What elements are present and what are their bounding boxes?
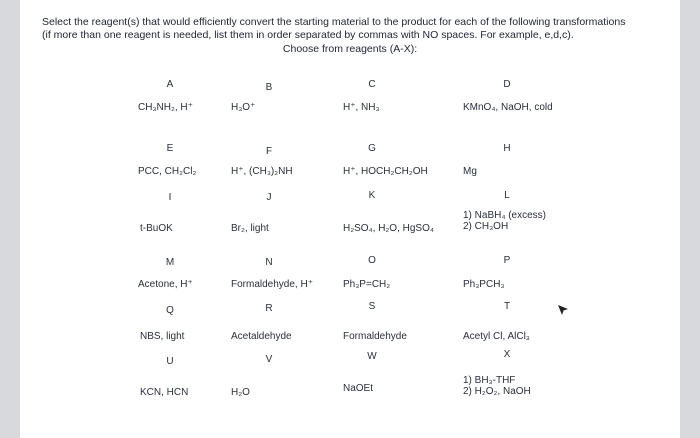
reagent-text-f: H⁺, (CH₃)₂NH [231, 166, 293, 177]
reagent-text-w: NaOEt [343, 383, 374, 394]
reagent-letter-h: H [503, 143, 511, 154]
reagent-text-l-line2: 2) CH₃OH [463, 221, 509, 232]
reagent-letter-q: Q [166, 305, 174, 316]
reagent-letter-s: S [368, 301, 376, 312]
reagent-text-l [463, 210, 546, 232]
reagent-text-u: KCN, HCN [140, 387, 189, 398]
reagent-letter-g: G [368, 143, 376, 154]
mouse-cursor-icon [557, 304, 569, 316]
reagent-text-s: Formaldehyde [343, 331, 407, 342]
reagent-text-q: NBS, light [140, 331, 185, 342]
reagent-letter-c: C [368, 79, 376, 90]
reagent-text-o: Ph₃P=CH₂ [343, 279, 391, 290]
reagent-letter-j: J [266, 192, 272, 203]
reagent-letter-v: V [265, 354, 273, 365]
reagent-letter-m: M [165, 257, 175, 268]
reagent-letter-l: L [504, 190, 510, 201]
reagent-text-t: Acetyl Cl, AlCl₃ [463, 331, 530, 342]
reagent-letter-e: E [166, 143, 174, 154]
reagent-text-j: Br₂, light [231, 223, 269, 234]
reagent-text-e: PCC, CH₂Cl₂ [138, 166, 197, 177]
reagent-text-x-line2: 2) H₂O₂, NaOH [463, 386, 531, 397]
reagent-text-d: KMnO₄, NaOH, cold [463, 102, 553, 113]
reagent-letter-u: U [166, 356, 174, 367]
reagent-text-h: Mg [463, 166, 477, 177]
reagent-letter-d: D [503, 79, 511, 90]
reagent-letter-r: R [265, 303, 273, 314]
reagent-text-l-line1: 1) NaBH₄ (excess) [463, 210, 546, 221]
reagent-letter-a: A [166, 79, 174, 90]
reagent-letter-n: N [265, 257, 273, 268]
reagent-text-m: Acetone, H⁺ [138, 279, 193, 290]
choose-label: Choose from reagents (A-X): [282, 43, 418, 55]
reagent-text-b: H₃O⁺ [231, 102, 256, 113]
reagent-text-v: H₂O [231, 387, 250, 398]
reagent-text-x [463, 375, 531, 397]
reagent-letter-f: F [265, 146, 273, 157]
reagent-text-a: CH₃NH₂, H⁺ [138, 102, 193, 113]
reagent-text-k: H₂SO₄, H₂O, HgSO₄ [343, 223, 434, 234]
reagent-letter-x: X [503, 349, 511, 360]
reagent-text-p: Ph₃PCH₃ [463, 279, 505, 290]
reagent-text-r: Acetaldehyde [231, 331, 292, 342]
reagent-letter-o: O [368, 255, 376, 266]
reagent-letter-w: W [367, 351, 377, 362]
reagent-letter-t: T [503, 301, 511, 312]
reagent-text-c: H⁺, NH₃ [343, 102, 380, 113]
reagent-text-g: H⁺, HOCH₂CH₂OH [343, 166, 428, 177]
reagent-text-n: Formaldehyde, H⁺ [231, 279, 313, 290]
instructions-text: Select the reagent(s) that would efficiently convert the starting material to the product for each of the following transformations (if more than one reagent is needed, list them in order separated by commas with NO spaces. For example, e,d,c). [42, 16, 626, 41]
reagent-letter-b: B [265, 82, 273, 93]
question-sheet [20, 0, 680, 438]
reagent-letter-p: P [503, 255, 511, 266]
reagent-text-x-line1: 1) BH₃-THF [463, 375, 516, 386]
reagent-letter-i: I [168, 192, 172, 203]
reagent-letter-k: K [368, 190, 376, 201]
reagent-text-i: t-BuOK [140, 223, 173, 234]
